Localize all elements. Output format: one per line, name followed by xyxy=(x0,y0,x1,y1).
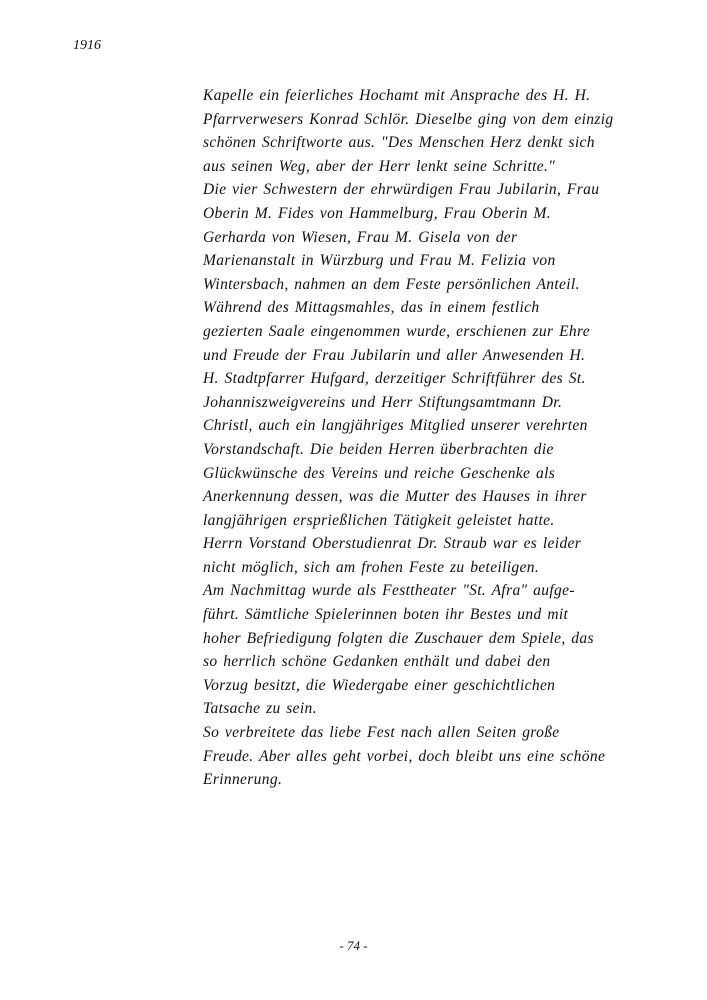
text-line: Gerharda von Wiesen, Frau M. Gisela von der xyxy=(203,228,518,246)
text-line: Pfarrverwesers Konrad Schlör. Dieselbe ging von dem einzig xyxy=(203,110,614,128)
text-line: Herrn Vorstand Oberstudienrat Dr. Straub war es leider xyxy=(203,535,582,553)
text-line: Tatsache zu sein. xyxy=(203,700,317,718)
text-line: Johanniszweigvereins und Herr Stiftungsamtmann Dr. xyxy=(203,393,563,411)
text-line: nicht möglich, sich am frohen Feste zu beteiligen. xyxy=(203,558,540,576)
text-line: langjährigen ersprießlichen Tätigkeit geleistet hatte. xyxy=(203,511,555,529)
text-line: Vorstandschaft. Die beiden Herren überbrachten die xyxy=(203,440,554,458)
text-line: Die vier Schwestern der ehrwürdigen Frau Jubilarin, Frau xyxy=(203,181,600,199)
text-line: so herrlich schöne Gedanken enthält und dabei den xyxy=(203,653,551,671)
text-line: Kapelle ein feierliches Hochamt mit Ansprache des H. H. xyxy=(203,87,591,104)
text-line: Glückwünsche des Vereins und reiche Geschenke als xyxy=(203,464,556,482)
text-line: Christl, auch ein langjähriges Mitglied unserer verehrten xyxy=(203,417,588,435)
text-line: Freude. Aber alles geht vorbei, doch bleibt uns eine schöne xyxy=(203,747,606,765)
handwritten-text-body xyxy=(203,84,643,792)
text-line: Marienanstalt in Würzburg und Frau M. Felizia von xyxy=(203,252,556,270)
text-line: Anerkennung dessen, was die Mutter des Hauses in ihrer xyxy=(203,488,587,506)
text-line: führt. Sämtliche Spielerinnen boten ihr Bestes und mit xyxy=(203,606,569,624)
text-line: Vorzug besitzt, die Wiedergabe einer geschichtlichen xyxy=(203,676,556,694)
text-line: Oberin M. Fides von Hammelburg, Frau Oberin M. xyxy=(203,204,552,222)
text-line: aus seinen Weg, aber der Herr lenkt seine Schritte." xyxy=(203,157,556,175)
text-line: So verbreitete das liebe Fest nach allen Seiten große xyxy=(203,724,560,742)
text-line: Während des Mittagsmahles, das in einem festlich xyxy=(203,299,540,317)
page-number: - 74 - xyxy=(339,938,368,953)
text-line: schönen Schriftworte aus. "Des Menschen Herz denkt sich xyxy=(203,134,595,152)
text-line: gezierten Saale eingenommen wurde, erschienen zur Ehre xyxy=(203,322,591,340)
text-line: Erinnerung. xyxy=(203,771,283,789)
text-line: hoher Befriedigung folgten die Zuschauer dem Spiele, das xyxy=(203,629,594,647)
text-line: Am Nachmittag wurde als Festtheater "St. Afra" aufge- xyxy=(203,582,575,600)
page-year: 1916 xyxy=(73,38,101,53)
text-line: und Freude der Frau Jubilarin und aller Anwesenden H. xyxy=(203,346,586,364)
text-line: Wintersbach, nahmen an dem Feste persönlichen Anteil. xyxy=(203,275,580,293)
text-line: H. Stadtpfarrer Hufgard, derzeitiger Schriftführer des St. xyxy=(203,370,586,388)
